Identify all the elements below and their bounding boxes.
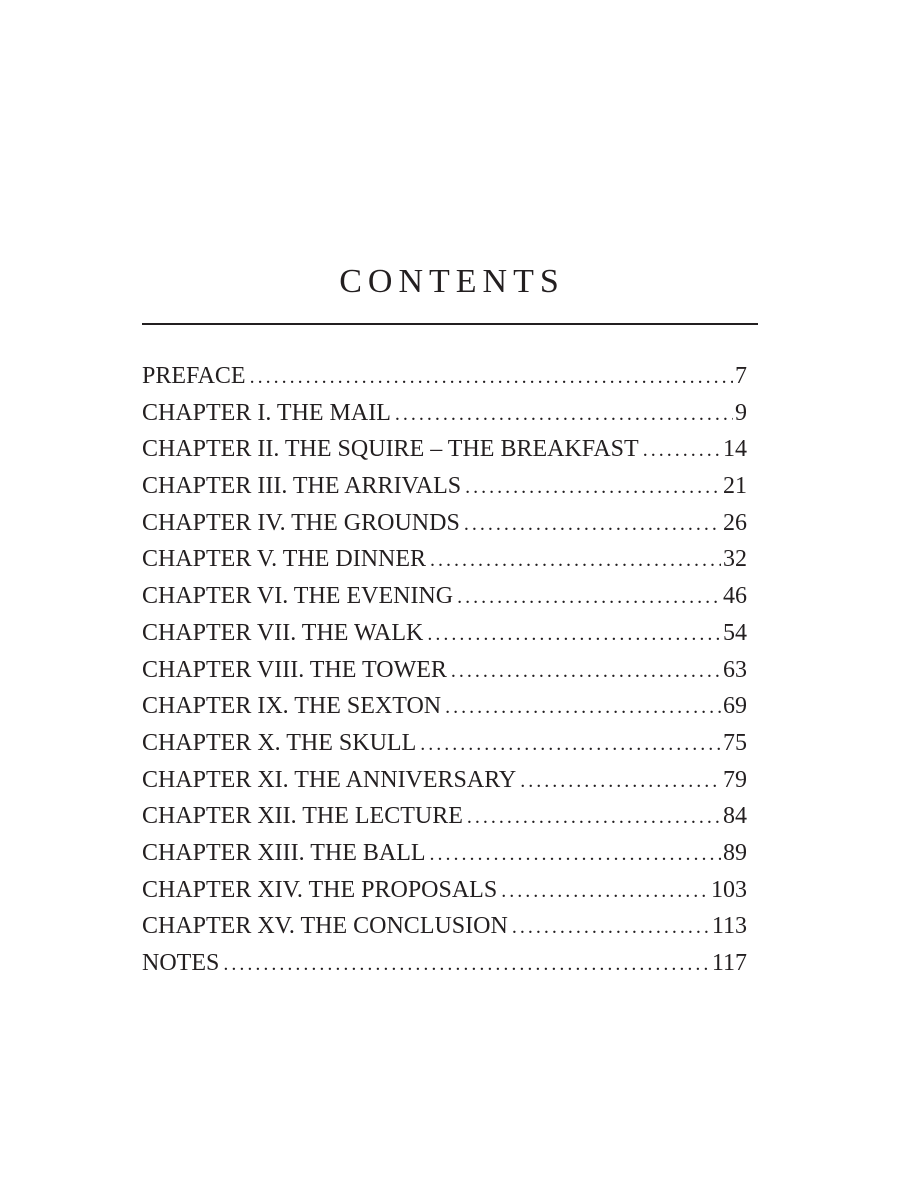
dot-leader — [457, 579, 721, 615]
toc-entry-page-number: 89 — [723, 839, 747, 866]
toc-entry-chapter-9[interactable] — [142, 688, 747, 725]
toc-entry-page-number: 79 — [723, 766, 747, 793]
toc-entry-page-number: 32 — [723, 546, 747, 573]
dot-leader — [464, 506, 721, 542]
dot-leader — [520, 763, 721, 799]
dot-leader — [430, 542, 721, 578]
toc-entry-chapter-13[interactable] — [142, 835, 747, 872]
toc-entry-chapter-11[interactable] — [142, 762, 747, 799]
dot-leader — [445, 689, 721, 725]
dot-leader — [501, 873, 709, 909]
toc-entry-preface[interactable] — [142, 358, 747, 395]
toc-entry-page-number: 117 — [711, 950, 747, 976]
toc-entry-chapter-12[interactable] — [142, 798, 747, 835]
toc-entry-chapter-4[interactable] — [142, 505, 747, 542]
toc-entry-label: CHAPTER IX. THE SEXTON — [142, 693, 442, 720]
toc-entry-chapter-15[interactable] — [142, 908, 747, 945]
toc-entry-label: CHAPTER XIV. THE PROPOSALS — [142, 876, 498, 903]
toc-entry-label: CHAPTER VII. THE WALK — [142, 619, 424, 646]
dot-leader — [465, 469, 721, 505]
toc-entry-page-number: 69 — [723, 693, 747, 720]
toc-entry-chapter-14[interactable] — [142, 872, 747, 909]
toc-entry-chapter-7[interactable] — [142, 615, 747, 652]
toc-entry-page-number: 63 — [723, 656, 747, 683]
toc-entry-chapter-6[interactable] — [142, 578, 747, 615]
toc-entry-notes[interactable] — [142, 945, 747, 982]
toc-entry-label: CHAPTER VI. THE EVENING — [142, 583, 454, 610]
toc-entry-chapter-10[interactable] — [142, 725, 747, 762]
toc-entry-chapter-1[interactable] — [142, 395, 747, 432]
toc-entry-page-number: 84 — [723, 803, 747, 830]
table-of-contents — [142, 358, 747, 982]
toc-entry-label: CHAPTER III. THE ARRIVALS — [142, 473, 462, 500]
toc-entry-page-number: 9 — [735, 399, 747, 426]
toc-entry-label: CHAPTER XII. THE LECTURE — [142, 803, 463, 830]
toc-entry-label: NOTES — [142, 950, 220, 976]
dot-leader — [451, 653, 721, 689]
toc-entry-page-number: 21 — [723, 473, 747, 500]
dot-leader — [467, 799, 721, 835]
toc-entry-label: PREFACE — [142, 363, 246, 389]
title-rule — [142, 323, 758, 325]
dot-leader — [223, 946, 710, 982]
toc-entry-label: CHAPTER IV. THE GROUNDS — [142, 509, 460, 536]
dot-leader — [427, 616, 721, 652]
dot-leader — [643, 432, 721, 468]
page-title: CONTENTS — [339, 263, 565, 300]
toc-entry-label: CHAPTER I. THE MAIL — [142, 399, 391, 426]
toc-entry-chapter-5[interactable] — [142, 541, 747, 578]
toc-entry-page-number: 46 — [723, 583, 747, 610]
toc-entry-label: CHAPTER VIII. THE TOWER — [142, 656, 447, 683]
toc-entry-label: CHAPTER V. THE DINNER — [142, 546, 427, 573]
dot-leader — [250, 359, 733, 395]
dot-leader — [395, 396, 733, 432]
toc-entry-page-number: 113 — [711, 913, 747, 940]
dot-leader — [430, 836, 721, 872]
toc-entry-page-number: 75 — [723, 729, 747, 756]
toc-entry-chapter-3[interactable] — [142, 468, 747, 505]
dot-leader — [420, 726, 721, 762]
toc-entry-label: CHAPTER X. THE SKULL — [142, 729, 417, 756]
toc-entry-page-number: 54 — [723, 619, 747, 646]
toc-entry-label: CHAPTER XIII. THE BALL — [142, 839, 426, 866]
toc-entry-chapter-8[interactable] — [142, 652, 747, 689]
toc-entry-page-number: 26 — [723, 509, 747, 536]
toc-entry-page-number: 14 — [723, 436, 747, 463]
toc-entry-chapter-2[interactable] — [142, 431, 747, 468]
toc-entry-page-number: 7 — [735, 363, 747, 389]
toc-entry-label: CHAPTER XI. THE ANNIVERSARY — [142, 766, 517, 793]
toc-entry-page-number: 103 — [711, 876, 747, 903]
toc-entry-label: CHAPTER II. THE SQUIRE – THE BREAKFAST — [142, 436, 639, 463]
toc-entry-label: CHAPTER XV. THE CONCLUSION — [142, 913, 508, 940]
dot-leader — [512, 909, 710, 945]
